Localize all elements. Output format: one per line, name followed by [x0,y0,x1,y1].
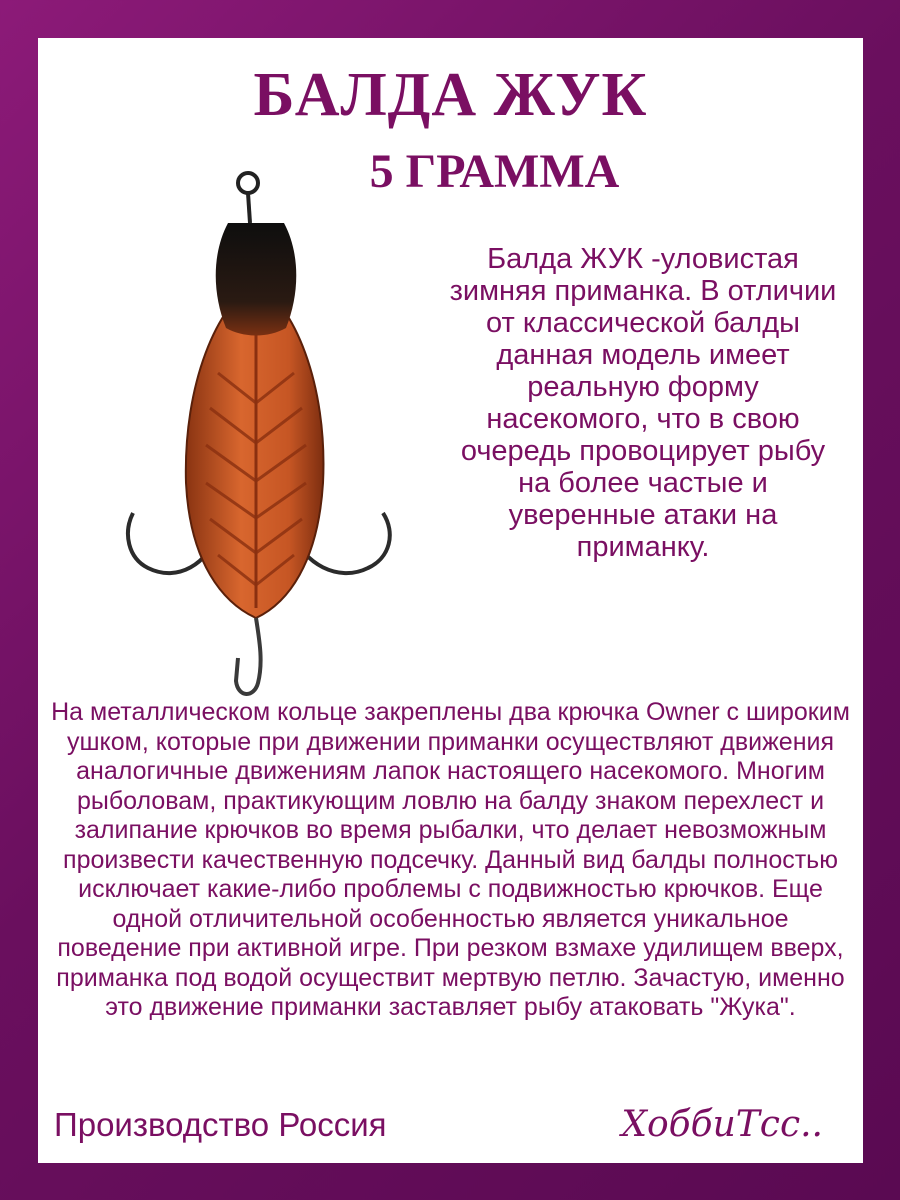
product-description: Балда ЖУК -уловистая зимняя приманка. В отличии от классической балды данная модель имеет реальную форму насекомого, что в свою очередь провоцирует рыбу на более частые и уверенные атаки на приманку. [449,243,837,563]
product-card [38,38,863,1163]
brand-logo: ХоббиТсс.. [621,1104,823,1145]
lure-illustration [78,163,458,703]
product-details: На металлическом кольце закреплены два крючка Owner с широким ушком, которые при движении приманки осуществляют движения аналогичные движениям лапок настоящего насекомого. Многим рыболовам, практикующим ловлю на балду знаком перехлест и залипание крючков во время рыбалки, что делает невозможным произвести качественную подсечку. Данный вид балды полностью исключает какие-либо проблемы с подвижностью крючков. Еще одной отличительной особенностью является уникальное поведение при активной игре. При резком взмахе удилищем вверх, приманка под водой осуществит мертвую петлю. Зачастую, именно это движение приманки заставляет рыбу атаковать "Жука". [51,698,850,1021]
product-title: БАЛДА ЖУК [253,61,648,129]
product-weight: 5 ГРАММА [369,145,620,198]
origin-label: Производство Россия [54,1106,387,1143]
